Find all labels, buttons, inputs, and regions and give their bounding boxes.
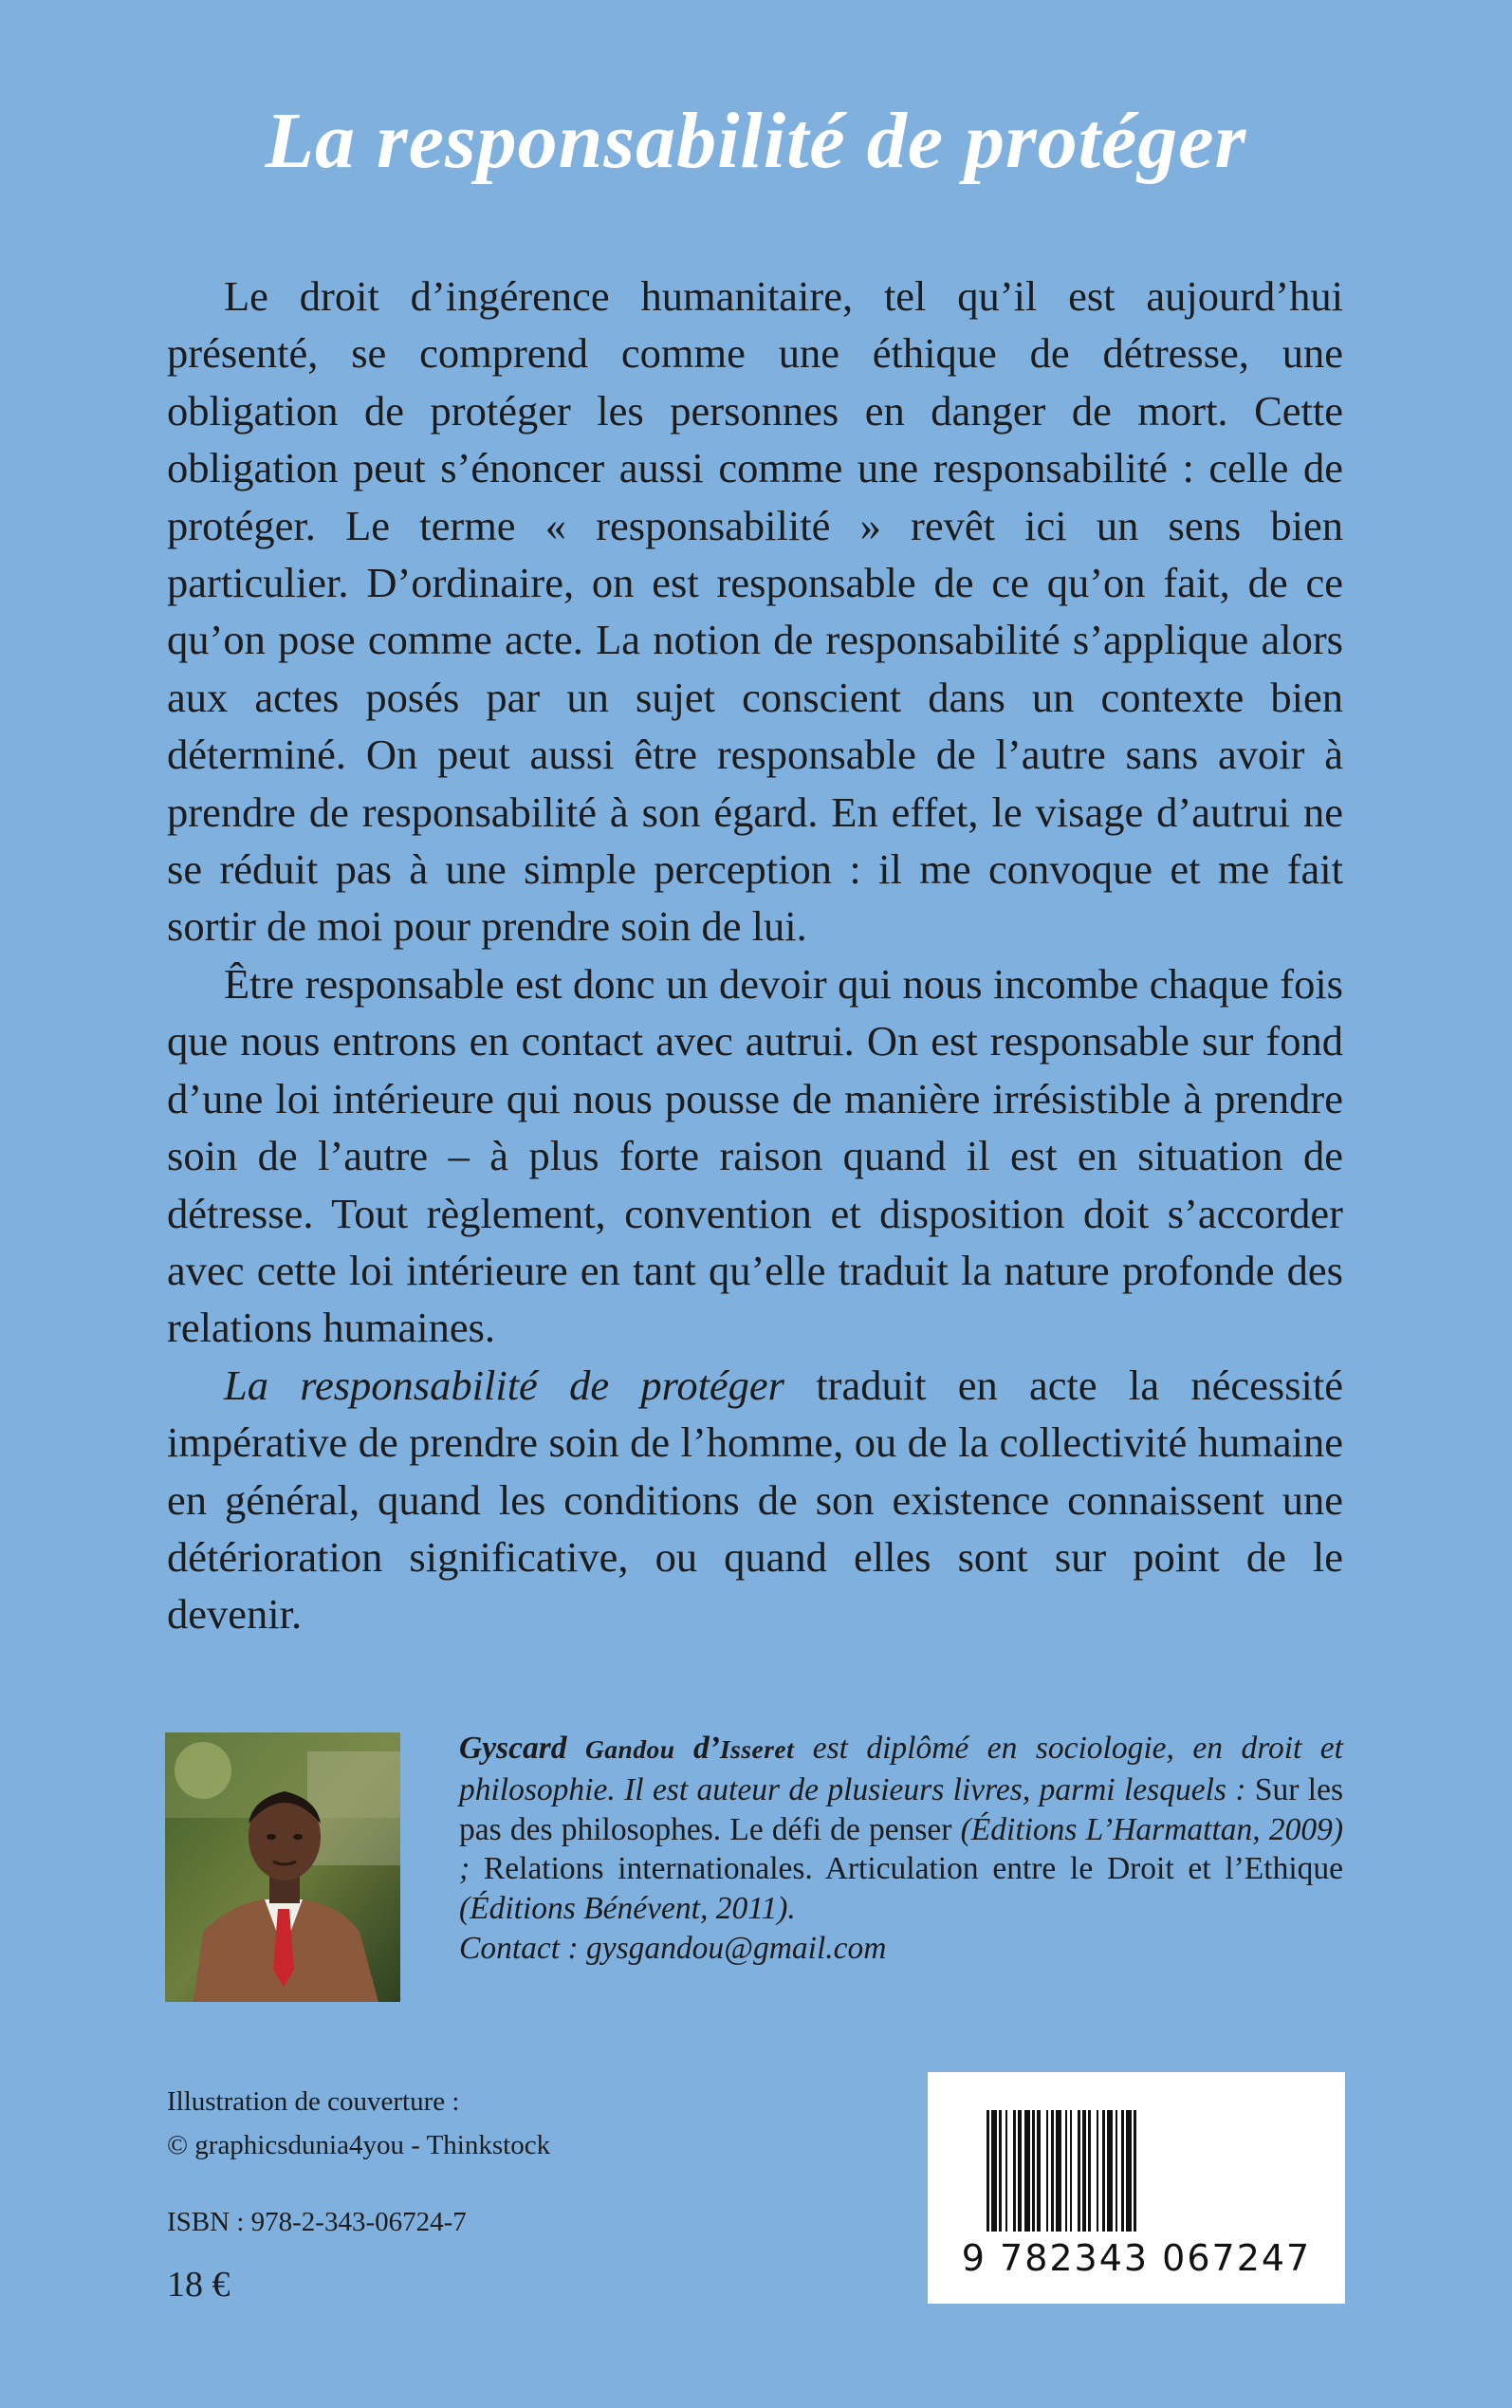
barcode-bar <box>1046 2110 1048 2232</box>
barcode <box>928 2072 1345 2304</box>
barcode-bar <box>1051 2110 1054 2232</box>
author-first-name: Gyscard <box>459 1731 585 1766</box>
barcode-bar <box>1018 2110 1022 2232</box>
author-contact: Contact : gysgandou@gmail.com <box>459 1930 887 1966</box>
barcode-bar <box>1065 2110 1067 2232</box>
book-1-title: Sur les pas des philosophes. Le défi de penser <box>459 1771 1344 1847</box>
author-photo <box>165 1732 400 2002</box>
author-bio <box>459 1729 1343 1969</box>
book-2-publisher: (Éditions Bénévent, 2011). <box>459 1891 796 1927</box>
isbn-text: ISBN : 978-2-343-06724-7 <box>167 2207 467 2237</box>
cover-credit <box>167 2080 550 2167</box>
barcode-bar <box>1078 2110 1080 2232</box>
barcode-bar <box>1134 2110 1136 2232</box>
summary-paragraph-3-text: traduit en acte la nécessité impérative de prendre soin de l’homme, ou de la collectivité humaine en général, quand les conditions de son existence connaissent une détérioration significative, ou quand elles sont sur point de le devenir. <box>167 1361 1343 1639</box>
summary-paragraph-3 <box>167 1357 1343 1643</box>
barcode-bar <box>1013 2110 1016 2232</box>
book-1-publisher: (Éditions L’Harmattan, 2009) ; <box>459 1811 1343 1887</box>
barcode-bar <box>1032 2110 1035 2232</box>
price-text: 18 € <box>167 2265 230 2305</box>
barcode-bar <box>1102 2110 1105 2232</box>
author-portrait-image <box>165 1732 400 2002</box>
author-particle: d’ <box>674 1731 720 1766</box>
author-bio-intro: est diplômé en sociologie, en droit et philosophie. Il est auteur de plusieurs livres, parmi lesquels : <box>459 1731 1343 1807</box>
book-2-title: Relations internationales. Articulation entre le Droit et l’Ethique <box>483 1851 1344 1887</box>
back-cover-summary <box>167 268 1343 1643</box>
barcode-bar <box>1024 2110 1030 2232</box>
author-last-name: Gandou <box>584 1735 675 1764</box>
author-last-name-2: Isseret <box>719 1735 795 1764</box>
barcode-bar <box>1107 2110 1113 2232</box>
title-reference: La responsabilité de protéger <box>224 1361 784 1409</box>
barcode-bar <box>1097 2110 1098 2232</box>
cover-credit-source: © graphicsdunia4you - Thinkstock <box>167 2130 551 2160</box>
book-title: La responsabilité de protéger <box>265 97 1247 185</box>
barcode-bar <box>999 2110 1002 2232</box>
barcode-bar <box>1121 2110 1124 2232</box>
barcode-bar <box>1037 2110 1041 2232</box>
barcode-bar <box>986 2110 989 2232</box>
barcode-bar <box>1005 2110 1007 2232</box>
summary-paragraph-1: Le droit d’ingérence humanitaire, tel qu’il est aujourd’hui présenté, se comprend comme une éthique de détresse, une obligation de protéger les personnes en danger de mort. Cette obligation peut s’énoncer aussi comme une responsabilité : celle de protéger. Le terme « responsabilité » revêt ici un sens bien particulier. D’ordinaire, on est responsable de ce qu’on fait, de ce qu’on pose comme acte. La notion de responsabilité s’applique alors aux actes posés par un sujet conscient dans un contexte bien déterminé. On peut aussi être responsable de l’autre sans avoir à prendre de responsabilité à son égard. En effet, le visage d’autrui ne se réduit pas à une simple perception : il me convoque et me fait sortir de moi pour prendre soin de lui. <box>167 272 1343 951</box>
cover-credit-label: Illustration de couverture : <box>167 2086 460 2117</box>
barcode-number: 9 782343 067247 <box>961 2237 1312 2279</box>
barcode-bar <box>1088 2110 1091 2232</box>
barcode-bar <box>1082 2110 1086 2232</box>
barcode-bar <box>1056 2110 1061 2232</box>
barcode-bar <box>1116 2110 1117 2232</box>
summary-paragraph-2: Être responsable est donc un devoir qui nous incombe chaque fois que nous entrons en contact avec autrui. On est responsable sur fond d’une loi intérieure qui nous pousse de manière irrésistible à prendre soin de l’autre – à plus forte raison quand il est en situation de détresse. Tout règlement, convention et disposition doit s’accorder avec cette loi intérieure en tant qu’elle traduit la nature profonde des relations humaines. <box>167 959 1343 1352</box>
barcode-bar <box>1070 2110 1072 2232</box>
barcode-bar <box>1126 2110 1132 2232</box>
barcode-bar <box>991 2110 997 2232</box>
